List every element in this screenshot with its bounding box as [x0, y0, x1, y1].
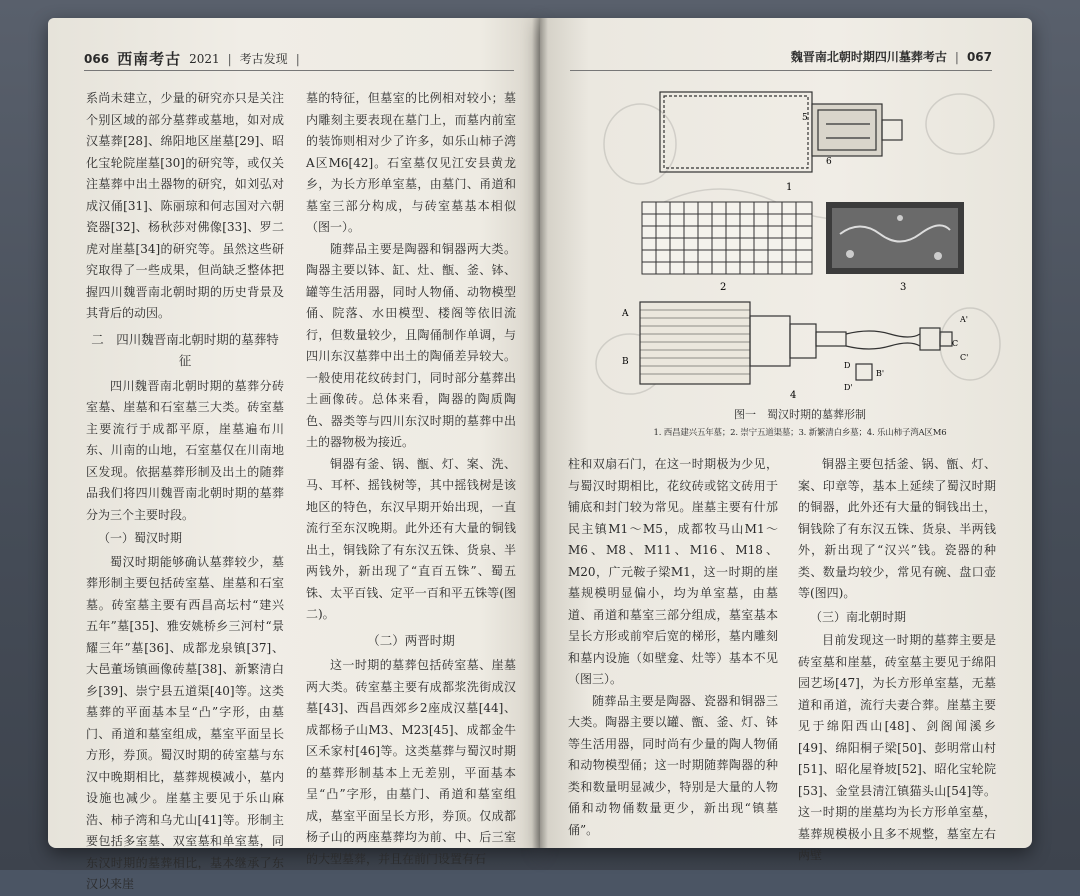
fig-number-1: 1	[786, 182, 793, 193]
marker-c-prime: C'	[960, 353, 969, 362]
left-page-number: 066	[84, 51, 110, 66]
figure-legend: 1. 西昌建兴五年墓；2. 崇宁五道渠墓；3. 新繁清白乡墓；4. 乐山柿子湾A区M6	[653, 428, 947, 438]
head-separator: |	[227, 51, 232, 66]
paragraph: 四川魏晋南北朝时期的墓葬分砖室墓、崖墓和石室墓三大类。砖室墓主要流行于成都平原，崖墓遍布川东、川南的山地，石室墓仅在川南地区发现。依据墓葬形制及出土的随葬品我们将四川魏晋南北朝时期的墓葬分为三个主要时段。	[86, 378, 284, 522]
marker-6: 6	[826, 157, 832, 167]
marker-b: B	[622, 357, 629, 367]
right-column-2	[798, 454, 996, 867]
paragraph: 铜器主要包括釜、锅、甑、灯、案、印章等，基本上延续了蜀汉时期的铜器，此外还有大量的铜钱出土，铜钱除了有东汉五铢、货泉、半两钱外，新出现了“汉兴”钱。瓷器的种类、数量均较少，常见有碗、盘口壶等(图四)。	[798, 457, 996, 600]
paragraph: 随葬品主要是陶器和铜器两大类。陶器主要以钵、缸、灶、甑、釜、钵、罐等生活用器，同时人物俑、动物模型俑、院落、水田模型、楼阁等依旧流行，但数量较少，且陶俑制作单调，与四川东汉墓葬中出土的陶俑差异较大。一般使用花纹砖封门，同时部分墓葬出土画像砖。总体来看，陶器的陶质陶色、器类等与四川东汉时期的墓葬中出土的器物极为接近。	[306, 241, 516, 449]
plan-1	[660, 92, 902, 172]
paragraph: 随葬品主要是陶器、瓷器和铜器三大类。陶器主要以罐、甑、釜、灯、钵等生活用器，同时尚有少量的陶人物俑和动物模型俑；这一时期随葬陶器的种类和数量明显减少，特别是大量的人物俑和动物俑数量更少，新出现“镇墓俑”。	[568, 693, 778, 837]
paragraph: 铜器有釜、锅、甑、灯、案、洗、马、耳杯、摇钱树等，其中摇钱树是该地区的特色，东汉早期开始出现，一直流行至东汉晚期。此外还有大量的铜钱出土，铜钱除了有东汉五铢、货泉、半两钱外，新出现了“直百五铢”、蜀五铢、太平百钱、定平一百和平五铢等(图二)。	[306, 456, 516, 621]
marker-5: 5	[802, 113, 808, 123]
tomb-plans-illustration	[600, 84, 1000, 404]
fig-number-2: 2	[720, 282, 727, 293]
paragraph: 蜀汉时期能够确认墓葬较少，墓葬形制主要包括砖室墓、崖墓和石室墓。砖室墓主要有西昌高坛村“建兴五年”墓[35]、雅安姚桥乡三河村“景耀三年”墓[36]、成都龙泉镇[37]、大邑董场镇画像砖墓[38]、新繁清白乡[39]、崇宁县五道渠[40]等。这类墓葬的平面基本呈“凸”字形，由墓门、甬道和墓室组成，墓室平面呈长方形，券顶。蜀汉时期的砖室墓与东汉中晚期相比，墓葬规模减小，墓内设施也减少。崖墓主要见于乐山麻浩、柿子湾和乌尤山[41]等。形制主要包括多室墓、双室墓和单室墓，同东汉时期的墓葬相比，基本继承了东汉以来崖	[86, 554, 284, 891]
paragraph: 这一时期的墓葬包括砖室墓、崖墓两大类。砖室墓主要有成都浆洗街成汉墓[43]、西昌西郊乡2座成汉墓[44]、成都杨子山M3、M23[45]、成都金牛区禾家村[46]等。这类墓葬与蜀汉时期的墓葬形制基本上无差别，平面基本呈“凸”字形，由墓门、甬道和墓室组成，墓室平面呈长方形，券顶。仅成都杨子山的两座墓葬均为前、中、后三室的大型墓葬，并且在前门设置有石	[306, 658, 516, 866]
marker-d: D	[844, 361, 851, 370]
right-running-head	[791, 48, 992, 65]
plan-3	[826, 202, 964, 274]
section-heading: （二）两晋时期	[367, 632, 455, 648]
marker-d-prime: D'	[844, 383, 853, 392]
marker-c: C	[952, 339, 959, 348]
left-page	[48, 18, 540, 891]
marker-a: A	[622, 309, 629, 319]
header-rule	[570, 70, 992, 71]
header-rule	[84, 70, 514, 71]
figure-1	[600, 84, 1000, 438]
right-column-1	[568, 454, 778, 841]
plan-4	[640, 302, 952, 384]
head-separator: |	[295, 51, 300, 66]
left-column-2	[306, 88, 516, 870]
section-heading: 二 四川魏晋南北朝时期的墓葬特征	[91, 331, 279, 368]
marker-a-prime: A'	[960, 315, 968, 324]
plan-2	[642, 202, 812, 274]
journal-year: 2021	[189, 51, 220, 66]
left-running-head	[84, 48, 300, 69]
figure-caption: 图一 蜀汉时期的墓葬形制	[734, 408, 866, 421]
paragraph: 目前发现这一时期的墓葬主要是砖室墓和崖墓，砖室墓主要见于绵阳园艺场[47]，为长方形单室墓，无墓道和甬道，流行夫妻合葬。崖墓主要见于绵阳西山[48]、剑阁闻溪乡[49]、绵阳桐子梁[50]、彭明常山村[51]、昭化屋脊坡[52]、昭化宝轮院[53]、金堂县清江镇猫头山[54]等。这一时期的崖墓均为长方形单室墓，墓葬规模极小且多不规整，墓室左右两壁	[798, 633, 996, 862]
journal-logo: 西南考古	[117, 50, 182, 68]
section-title: 考古发现	[239, 52, 288, 66]
marker-b-prime: B'	[876, 369, 885, 378]
section-heading: （一）蜀汉时期	[98, 531, 183, 545]
paragraph: 系尚未建立，少量的研究亦只是关注个别区域的部分墓葬或墓地，如对成汉墓葬[28]、绵阳地区崖墓[29]、昭化宝轮院崖墓[30]的研究等，或仅关注墓葬中出土器物的研究，如刘弘对成汉俑[31]、陈丽琼和何志国对六朝瓷器[32]、杨秋莎对佛像[33]、罗二虎对崖墓[34]的研究等。虽然这些研究取得了一些成果，但尚缺乏整体把握四川魏晋南北朝时期的历史背景及其背后的动因。	[86, 91, 284, 320]
right-page-number: 067	[966, 49, 992, 64]
book-gutter	[532, 18, 548, 848]
section-heading: （三）南北朝时期	[810, 609, 907, 624]
paragraph: 墓的特征，但墓室的比例相对较小；墓内雕刻主要表现在墓门上，而墓内前室的装饰则相对少了许多，如乐山柿子湾A区M6[42]。石室墓仅见江安县黄龙乡，为长方形单室墓，由墓门、甬道和墓室三部分构成，与砖室墓基本相似（图一）。	[306, 91, 516, 234]
right-page	[540, 18, 1032, 862]
running-title: 魏晋南北朝时期四川墓葬考古	[790, 50, 947, 64]
left-column-1	[86, 88, 284, 896]
head-separator: |	[954, 49, 959, 64]
paragraph: 柱和双扇石门，在这一时期极为少见，与蜀汉时期相比，花纹砖或铭文砖用于铺底和封门较为常见。崖墓主要有什邡民主镇M1～M5，成都牧马山M1～M6、M8、M11、M16、M18、M20，广元鞍子梁M1，这一时期的崖墓规模明显偏小，均为单室墓，由墓道、甬道和墓室三部分组成，墓室基本呈长方形或前窄后宽的梯形，墓内雕刻和墓内设施（如壁龛、灶等）基本不见（图三）。	[568, 457, 778, 686]
fig-number-4: 4	[790, 390, 797, 401]
fig-number-3: 3	[900, 282, 907, 293]
